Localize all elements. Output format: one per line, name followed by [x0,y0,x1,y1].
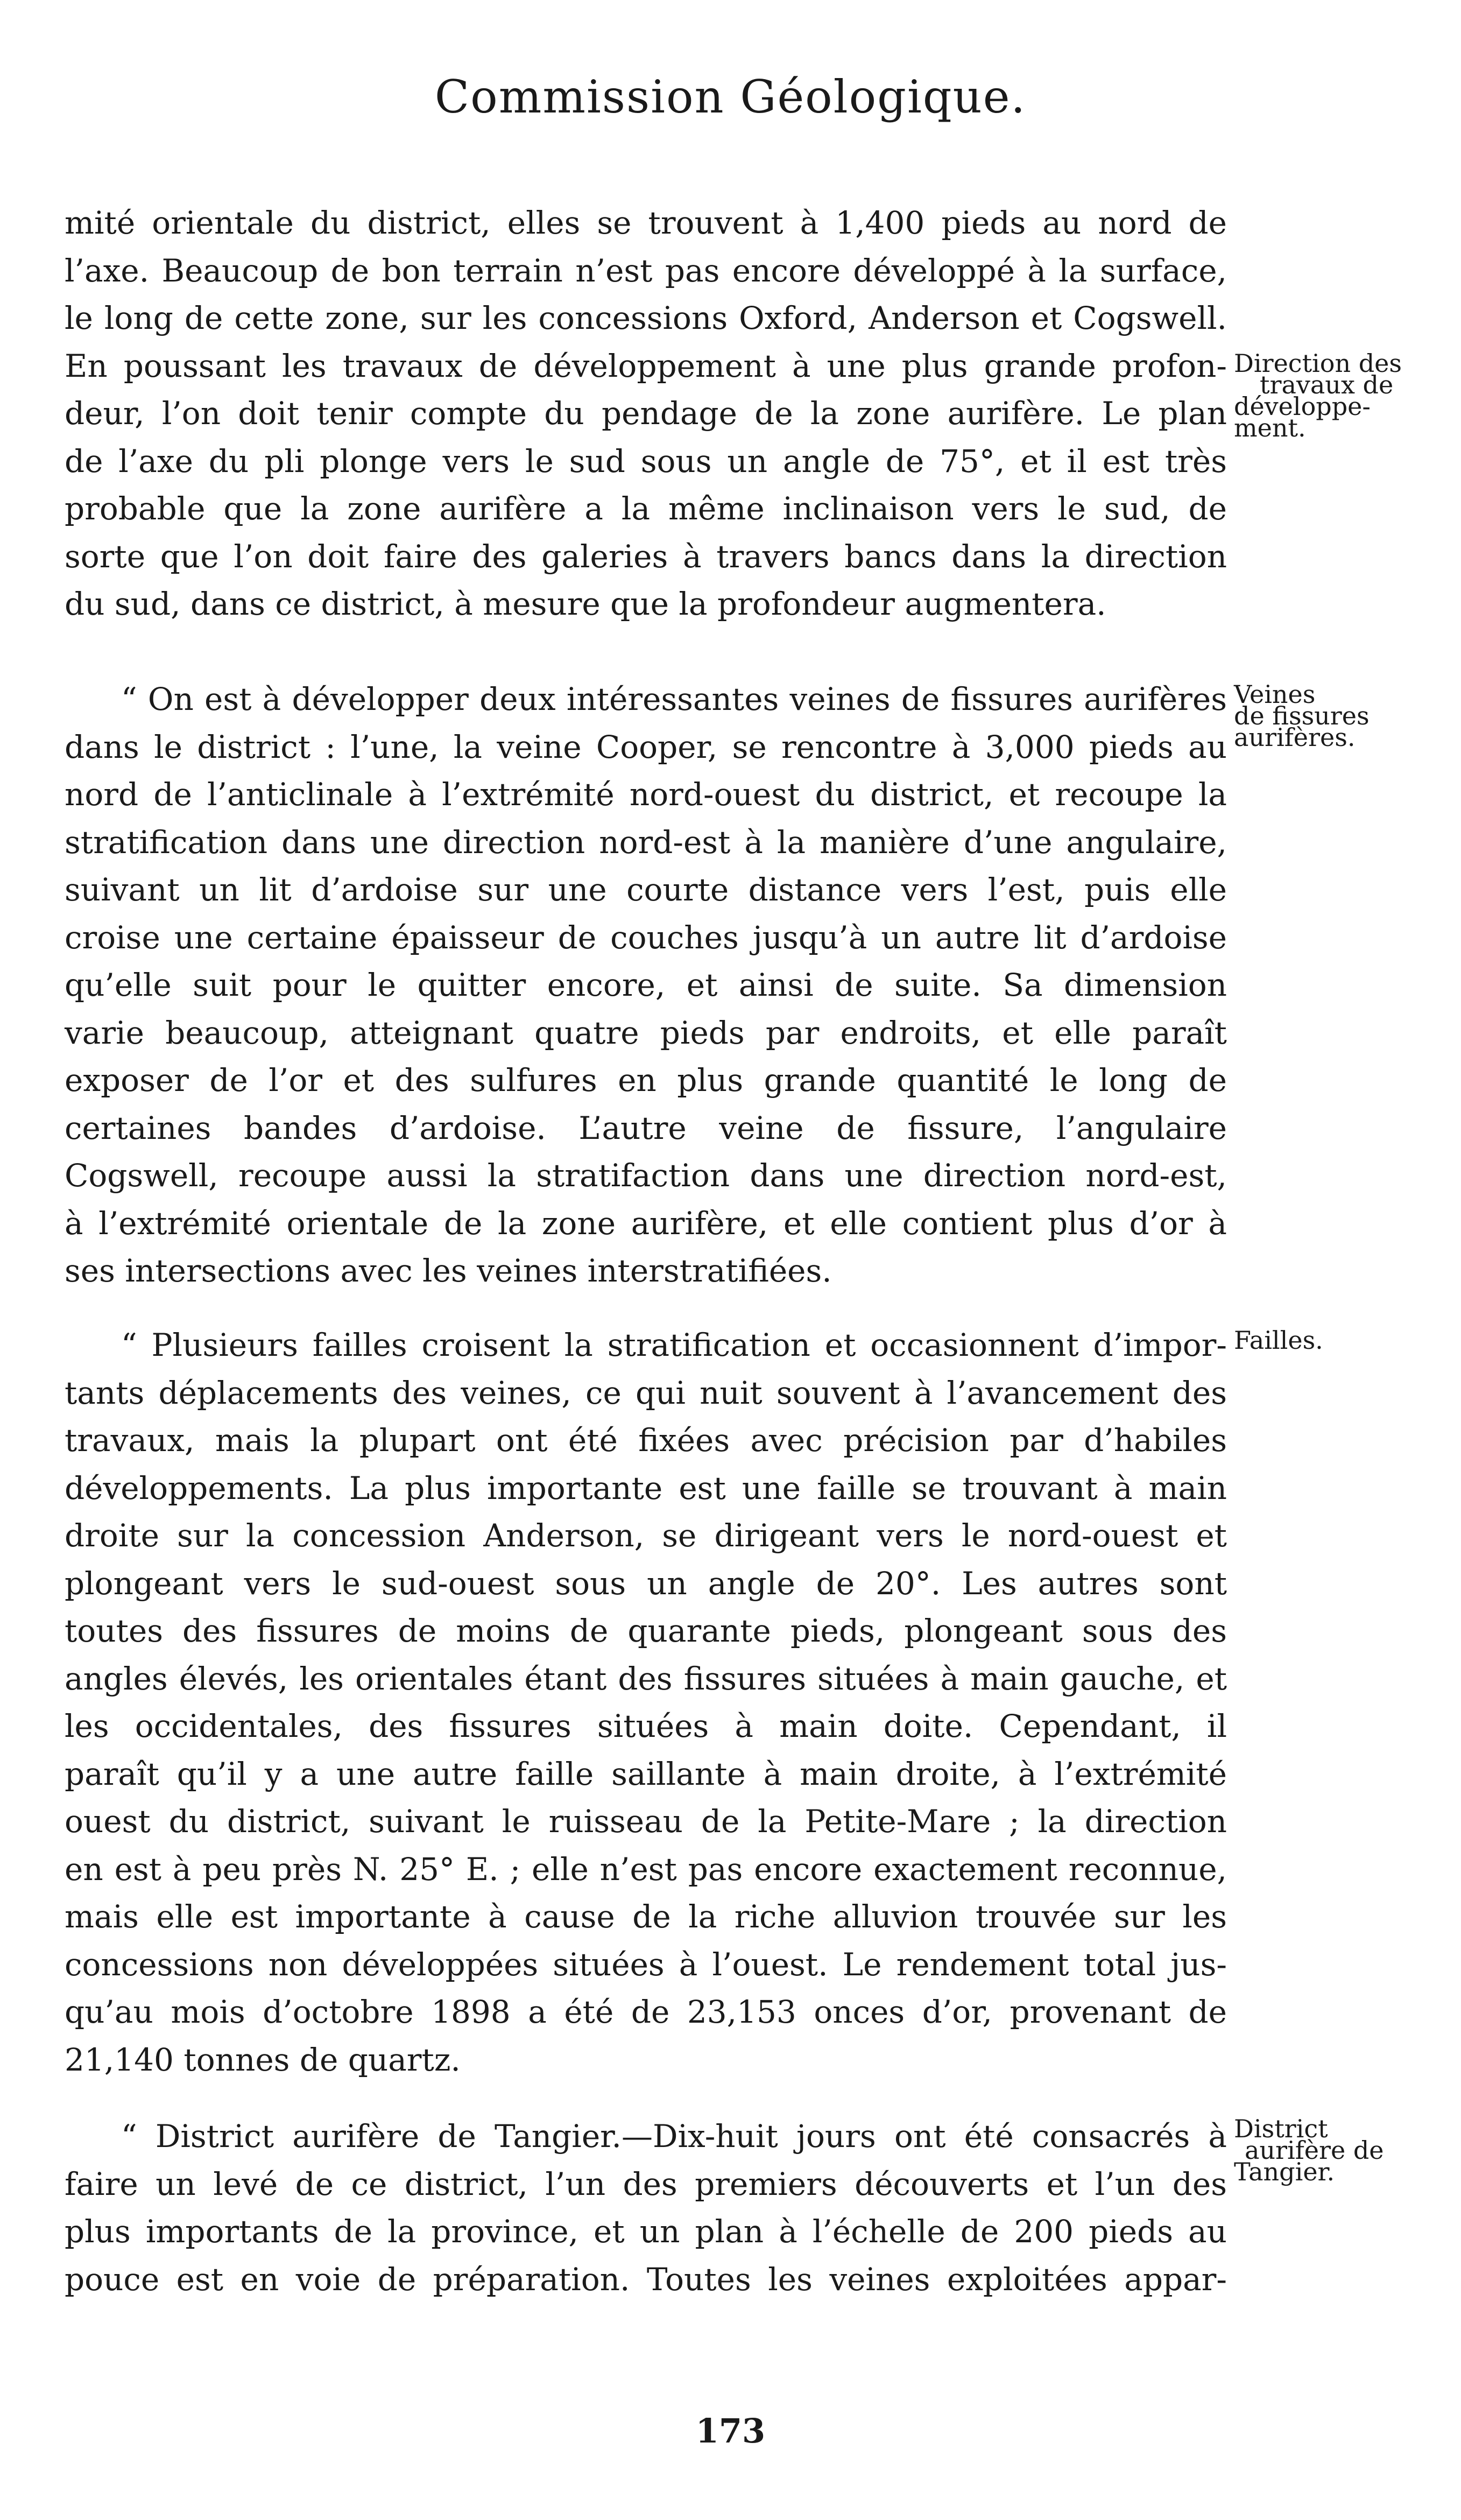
text-line: varie beaucoup, atteignant quatre pieds par endroits, et elle paraît [65,1014,1227,1051]
text-line: toutes des fissures de moins de quarante pieds, plongeant sous des [65,1613,1227,1649]
text-line: ouest du district, suivant le ruisseau de la Petite-Mare ; la direction [65,1803,1227,1840]
text-line: ses intersections avec les veines interstratifiées. [65,1252,832,1289]
sidenote-line: aurifère de [1245,2136,1384,2165]
sidenote-line: travaux de [1260,370,1394,399]
text-line: certaines bandes d’ardoise. L’autre veine de fissure, l’angulaire [65,1109,1227,1146]
text-line: droite sur la concession Anderson, se dirigeant vers le nord-ouest et [65,1517,1227,1554]
text-line: 21,140 tonnes de quartz. [65,2041,461,2078]
sidenote-line: ment. [1234,413,1306,442]
text-line: faire un levé de ce district, l’un des premiers découverts et l’un des [65,2165,1227,2202]
text-line: les occidentales, des fissures situées à main doite. Cependant, il [65,1708,1227,1744]
text-line: travaux, mais la plupart ont été fixées avec précision par d’habiles [65,1422,1227,1459]
text-line: l’axe. Beaucoup de bon terrain n’est pas encore développé à la surface, [65,252,1227,289]
sidenote-line: District [1234,2114,1328,2143]
text-line: du sud, dans ce district, à mesure que la profondeur augmentera. [65,586,1106,622]
paragraph-3 [65,1321,1227,2083]
text-line: de l’axe du pli plonge vers le sud sous un angle de 75°, et il est très [65,442,1227,480]
text-line: mité orientale du district, elles se trouvent à 1,400 pieds au nord de [65,205,1227,241]
text-line: sorte que l’on doit faire des galeries à travers bancs dans la direction [65,538,1227,575]
text-line: nord de l’anticlinale à l’extrémité nord-ouest du district, et recoupe la [65,776,1227,813]
sidenote-line: Failles. [1234,1326,1323,1355]
sidenote-line: aurifères. [1234,723,1356,752]
sidenote-line: de fissures [1234,701,1370,730]
text-line: “ Plusieurs failles croisent la stratification et occasionnent d’impor- [121,1327,1227,1363]
sidenote-veines [1234,680,1417,752]
text-line: paraît qu’il y a une autre faille saillante à main droite, à l’extrémité [65,1755,1227,1792]
sidenote-direction [1234,349,1417,442]
text-line: mais elle est importante à cause de la riche alluvion trouvée sur les [65,1898,1227,1935]
text-line: deur, l’on doit tenir compte du pendage de la zone aurifère. Le plan [65,395,1227,432]
page-number: 173 [695,2411,766,2451]
text-line: suivant un lit d’ardoise sur une courte distance vers l’est, puis elle [65,871,1227,908]
sidenote-tangier [1234,2114,1417,2186]
text-line: “ On est à développer deux intéressantes veines de fissures aurifères [121,681,1227,717]
sidenote-line: Veines [1234,680,1316,709]
sidenote-failles [1234,1326,1417,1355]
text-line: “ District aurifère de Tangier.—Dix-huit jours ont été consacrés à [121,2118,1227,2155]
text-line: plus importants de la province, et un plan à l’échelle de 200 pieds au [65,2213,1227,2250]
text-line: croise une certaine épaisseur de couches jusqu’à un autre lit d’ardoise [65,919,1227,956]
paragraph-2 [65,675,1227,1295]
text-line: qu’au mois d’octobre 1898 a été de 23,153 onces d’or, provenant de [65,1994,1227,2030]
sidenote-line: Tangier. [1234,2157,1335,2186]
text-line: le long de cette zone, sur les concessions Oxford, Anderson et Cogswell. [65,300,1227,336]
text-line: dans le district : l’une, la veine Cooper, se rencontre à 3,000 pieds au [65,728,1227,765]
sidenote-line: développe- [1234,392,1371,421]
paragraph-1 [65,199,1227,628]
text-line: stratification dans une direction nord-est à la manière d’une angulaire, [65,823,1227,861]
text-line: angles élevés, les orientales étant des fissures situées à main gauche, et [65,1660,1227,1697]
text-line: à l’extrémité orientale de la zone aurifère, et elle contient plus d’or à [65,1205,1227,1242]
text-line: tants déplacements des veines, ce qui nuit souvent à l’avancement des [65,1374,1227,1411]
text-line: Cogswell, recoupe aussi la stratifaction dans une direction nord-est, [65,1157,1227,1194]
text-line: plongeant vers le sud-ouest sous un angle de 20°. Les autres sont [65,1565,1227,1602]
text-line: qu’elle suit pour le quitter encore, et ainsi de suite. Sa dimension [65,967,1227,1003]
paragraph-4 [65,2113,1227,2303]
text-line: en est à peu près N. 25° E. ; elle n’est pas encore exactement reconnue, [65,1850,1227,1888]
running-header: Commission Géologique. [434,71,1027,123]
sidenote-line: Direction des [1234,349,1402,378]
text-line: développements. La plus importante est une faille se trouvant à main [65,1469,1227,1507]
text-line: probable que la zone aurifère a la même inclinaison vers le sud, de [65,490,1227,527]
text-line: En poussant les travaux de développement à une plus grande profon- [65,347,1227,384]
text-line: exposer de l’or et des sulfures en plus grande quantité le long de [65,1062,1227,1099]
text-line: pouce est en voie de préparation. Toutes les veines exploitées appar- [65,2261,1227,2298]
text-line: concessions non développées situées à l’ouest. Le rendement total jus- [65,1946,1227,1983]
